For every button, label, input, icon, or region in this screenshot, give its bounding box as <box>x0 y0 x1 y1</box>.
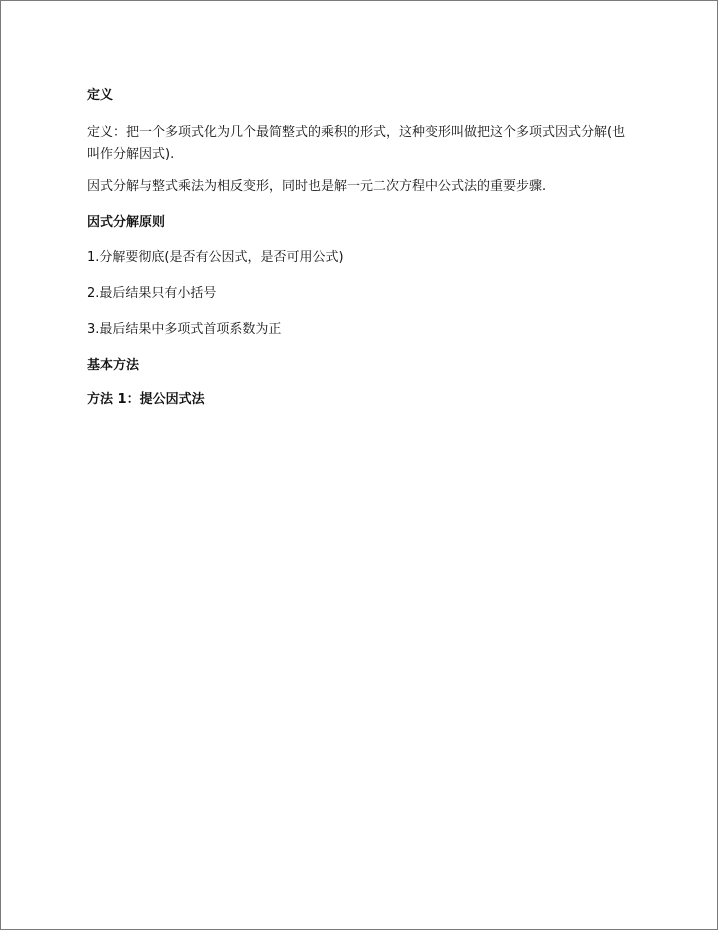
definition-heading: 定义 <box>87 88 114 103</box>
methods-heading: 基本方法 <box>87 358 140 373</box>
principle-item-3: 3.最后结果中多项式首项系数为正 <box>87 322 282 337</box>
document-content <box>87 87 635 409</box>
relation-paragraph: 因式分解与整式乘法为相反变形，同时也是解一元二次方程中公式法的重要步骤. <box>87 179 547 194</box>
principle-item-2: 2.最后结果只有小括号 <box>87 286 217 301</box>
method-1-heading: 方法 1：提公因式法 <box>87 392 205 407</box>
principle-item-1: 1.分解要彻底(是否有公因式，是否可用公式) <box>87 250 344 265</box>
definition-paragraph: 定义：把一个多项式化为几个最简整式的乘积的形式，这种变形叫做把这个多项式因式分解(也叫作分解因式). <box>87 125 626 162</box>
principles-heading: 因式分解原则 <box>87 215 166 230</box>
